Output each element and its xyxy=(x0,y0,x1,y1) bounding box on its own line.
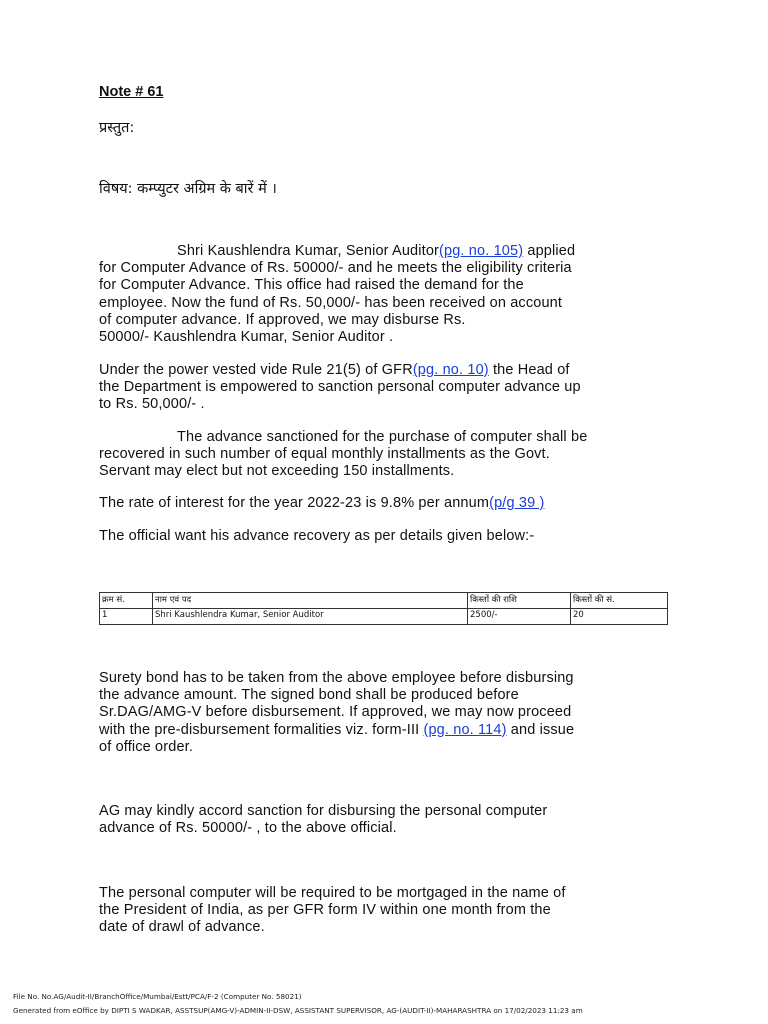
ref-link-pg-114[interactable]: (pg. no. 114) xyxy=(423,721,507,738)
para8-line1: The personal computer will be required to be mortgaged in the name of xyxy=(99,885,566,901)
para1-line5: of computer advance. If approved, we may disburse Rs. xyxy=(99,311,466,328)
para6-line1: Surety bond has to be taken from the above employee before disbursing xyxy=(99,670,574,686)
paragraph-recovery xyxy=(99,429,679,481)
paragraph-surety-bond xyxy=(99,670,679,756)
footer-file-number: File No. No.AG/Audit-II/BranchOffice/Mumbai/Estt/PCA/F-2 (Computer No. 58021) xyxy=(13,992,302,1001)
para6-line4: with the pre-disbursement formalities viz. form-III xyxy=(99,721,424,738)
para8-line3: date of drawl of advance. xyxy=(99,919,265,936)
para3-line3: Servant may elect but not exceeding 150 installments. xyxy=(99,463,455,480)
para1-line6: 50000/- Kaushlendra Kumar, Senior Auditor . xyxy=(99,329,394,346)
para2-line2: the Department is empowered to sanction personal computer advance up xyxy=(99,379,581,396)
para3-line2: recovered in such number of equal monthly installments as the Govt. xyxy=(99,446,550,463)
para3-line1: The advance sanctioned for the purchase of computer shall be xyxy=(177,429,588,445)
para2-tail: the Head of xyxy=(488,362,570,378)
para1-line4: employee. Now the fund of Rs. 50,000/- has been received on account xyxy=(99,294,563,311)
table-header-row xyxy=(100,593,668,609)
para6-line3: Sr.DAG/AMG-V before disbursement. If approved, we may now proceed xyxy=(99,704,572,721)
subject-line: विषय: कम्प्युटर अग्रिम के बारें में । xyxy=(99,181,277,197)
para6-line5: of office order. xyxy=(99,738,194,755)
ref-link-pg-10[interactable]: (pg. no. 10) xyxy=(412,362,489,378)
prastut-label: प्रस्तुत: xyxy=(99,120,135,136)
ref-link-pg-39[interactable]: (p/g 39 ) xyxy=(489,495,545,511)
cell-name: Shri Kaushlendra Kumar, Senior Auditor xyxy=(153,609,468,625)
paragraph-sanction xyxy=(99,803,679,837)
para8-line2: the President of India, as per GFR form IV within one month from the xyxy=(99,902,551,919)
para6-line2: the advance amount. The signed bond shall be produced before xyxy=(99,687,519,704)
footer-generated-info: Generated from eOffice by DIPTI S WADKAR, ASSTSUP(AMG-V)-ADMIN-II-DSW, ASSISTANT SUPERVISOR, AG-(AUDIT-II)-MAHARASHTRA on 17/02/2023 11:23 am xyxy=(13,1006,583,1015)
paragraph-application xyxy=(99,243,679,346)
para1-line2: for Computer Advance of Rs. 50000/- and he meets the eligibility criteria xyxy=(99,260,572,277)
para5-text: The official want his advance recovery as per details given below:- xyxy=(99,528,535,544)
header-amount: किस्तों की राशि xyxy=(468,593,571,609)
ref-link-pg-105[interactable]: (pg. no. 105) xyxy=(439,243,524,259)
para2-line3: to Rs. 50,000/- . xyxy=(99,396,205,413)
cell-count: 20 xyxy=(571,609,668,625)
para4-text: The rate of interest for the year 2022-23 is 9.8% per annum xyxy=(99,495,490,511)
para1-line3: for Computer Advance. This office had raised the demand for the xyxy=(99,277,524,294)
header-name: नाम एवं पद xyxy=(153,593,468,609)
note-title: Note # 61 xyxy=(99,84,164,100)
header-serial: क्रम सं. xyxy=(100,593,153,609)
para1-tail: applied xyxy=(523,243,576,259)
para7-line2: advance of Rs. 50000/- , to the above official. xyxy=(99,820,397,837)
paragraph-recovery-details xyxy=(99,528,679,545)
paragraph-mortgage xyxy=(99,885,679,937)
paragraph-rule xyxy=(99,362,679,414)
table-row xyxy=(100,609,668,625)
para2-text: Under the power vested vide Rule 21(5) of GFR xyxy=(99,362,413,378)
para7-line1: AG may kindly accord sanction for disbursing the personal computer xyxy=(99,803,548,819)
paragraph-interest xyxy=(99,495,679,512)
header-count: किस्तों की सं. xyxy=(571,593,668,609)
para6-tail: and issue xyxy=(506,721,575,738)
cell-serial: 1 xyxy=(100,609,153,625)
para1-text: Shri Kaushlendra Kumar, Senior Auditor xyxy=(177,243,440,259)
cell-amount: 2500/- xyxy=(468,609,571,625)
recovery-table xyxy=(99,592,668,625)
